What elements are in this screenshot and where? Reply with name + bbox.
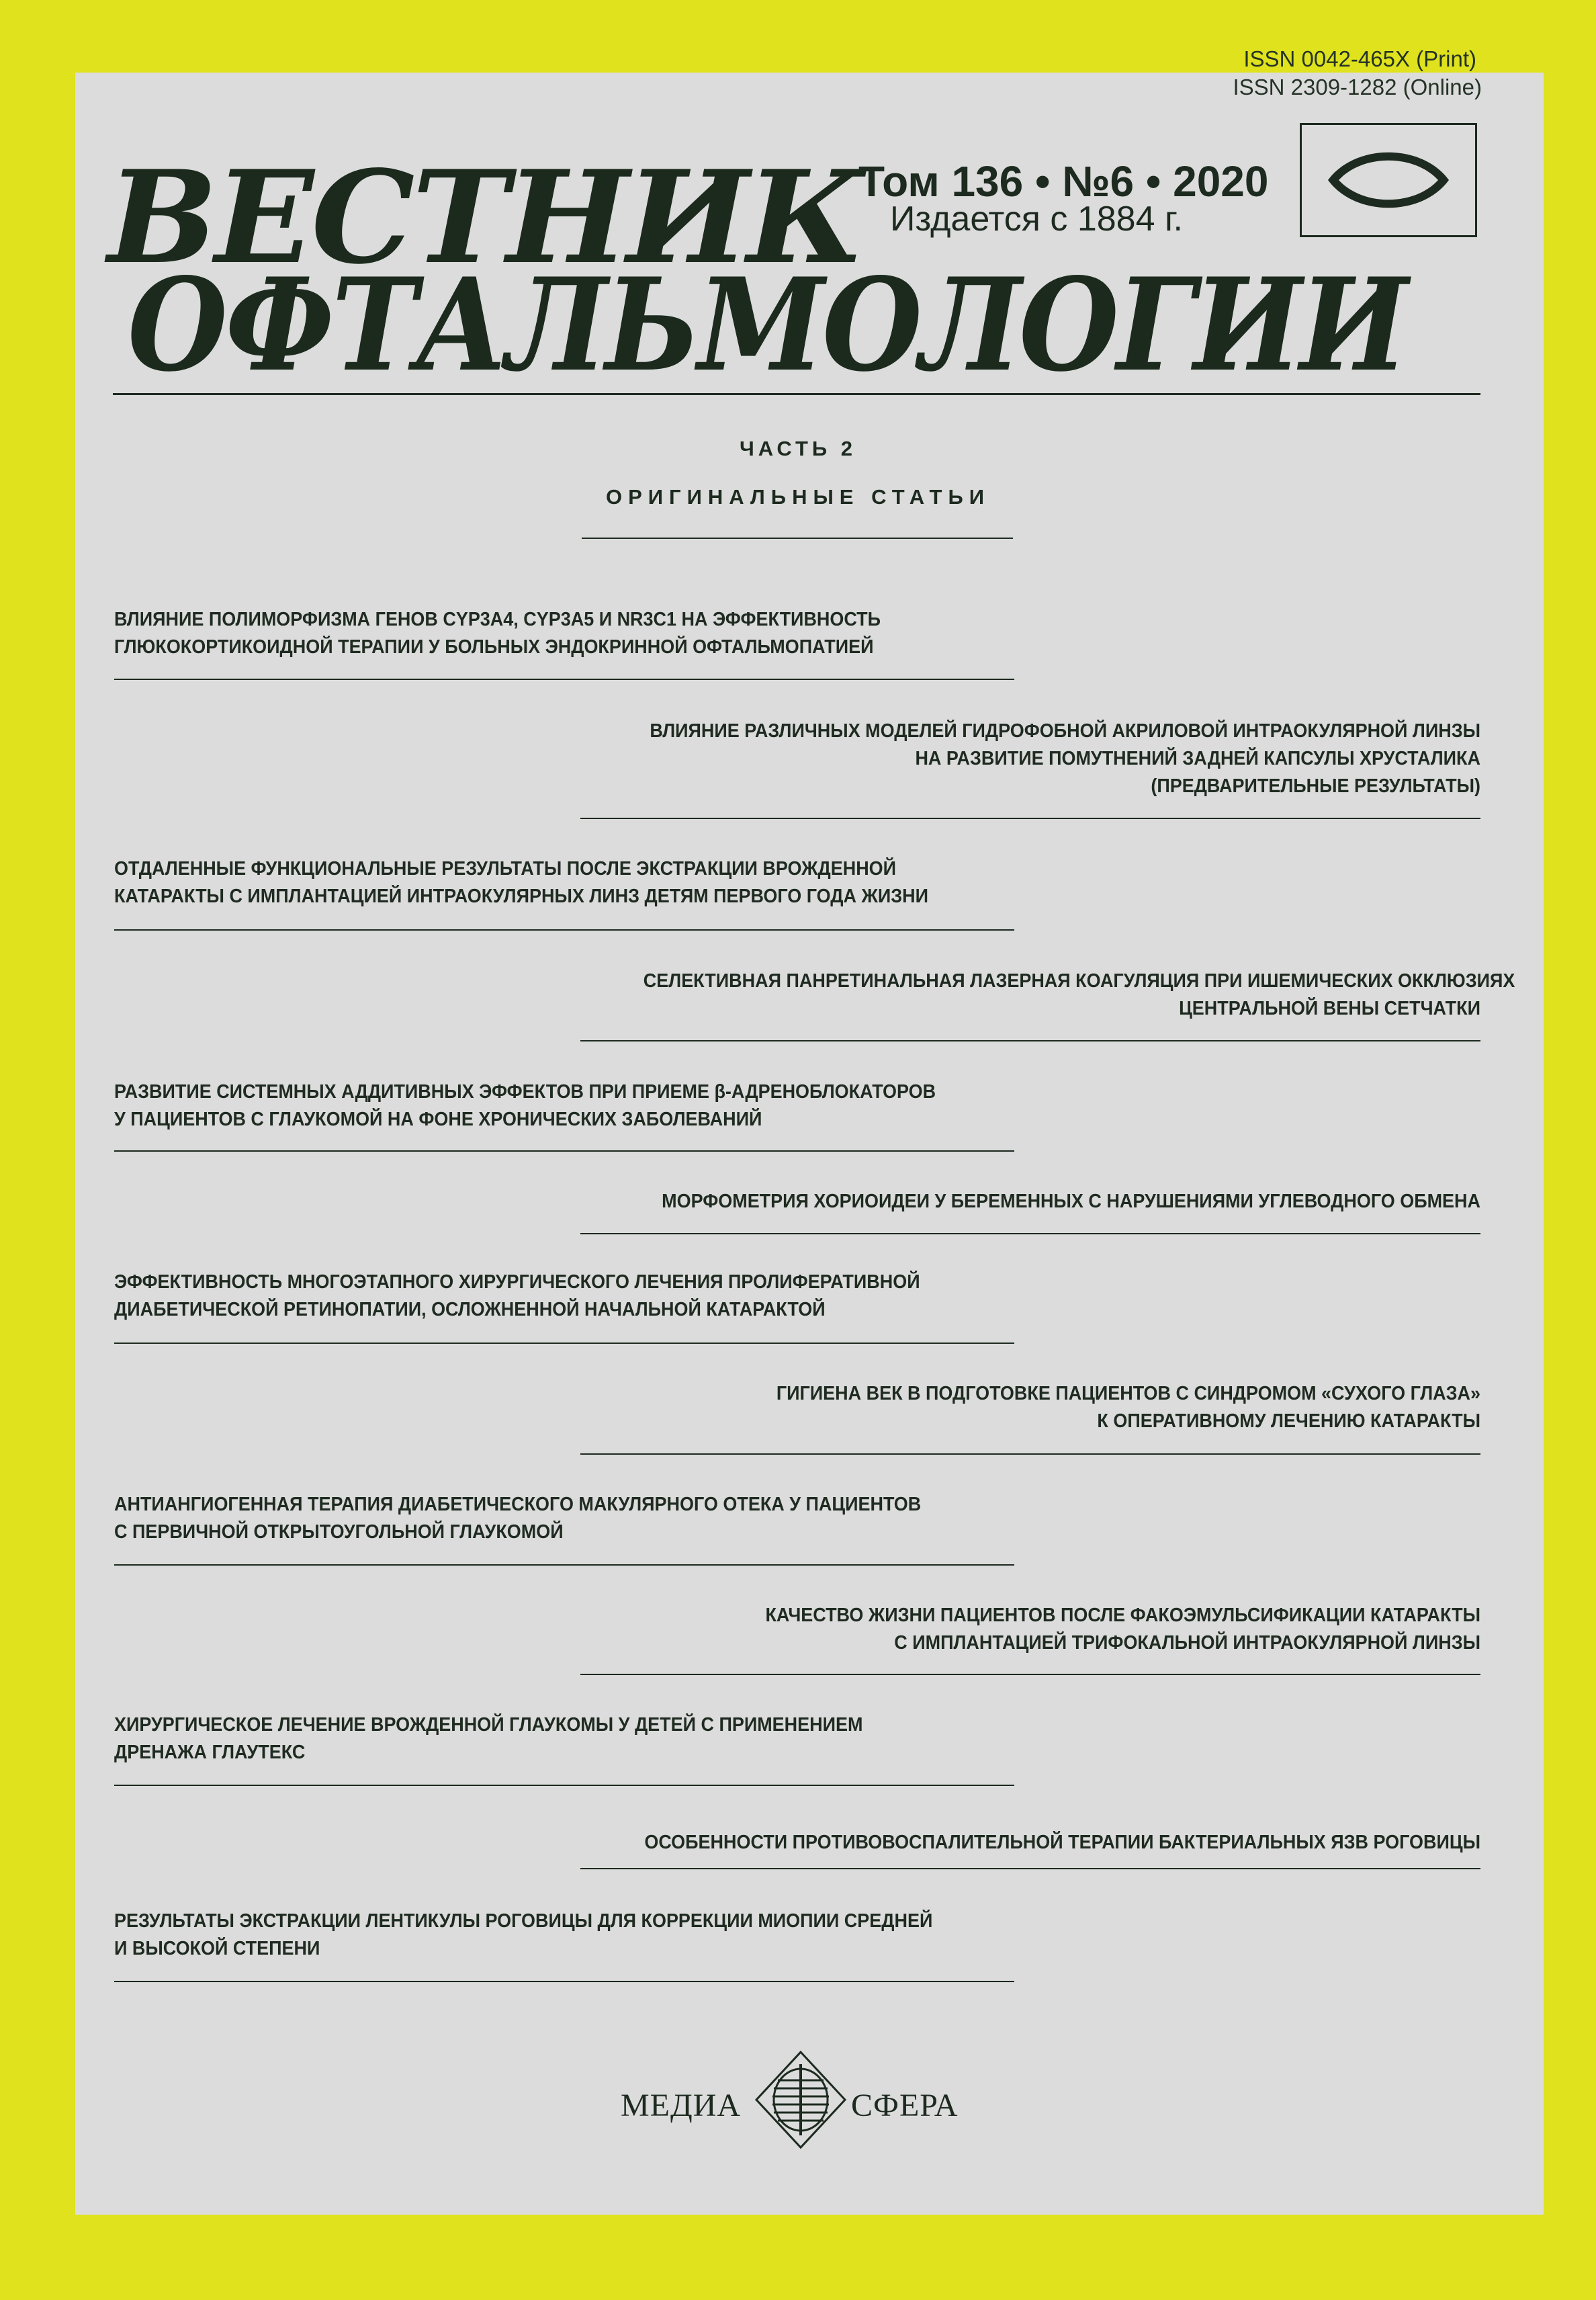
toc-entry [580, 968, 1515, 1023]
article-title-line: НА РАЗВИТИЕ ПОМУТНЕНИЙ ЗАДНЕЙ КАПСУЛЫ ХРУСТАЛИКА [915, 748, 1480, 769]
article-title-line: РАЗВИТИЕ СИСТЕМНЫХ АДДИТИВНЫХ ЭФФЕКТОВ ПРИ ПРИЕМЕ β-АДРЕНОБЛОКАТОРОВ [114, 1081, 936, 1103]
journal-title-line2: ОФТАЛЬМОЛОГИИ [128, 250, 1406, 400]
publisher-logo [613, 2049, 989, 2150]
journal-title-line1: ВЕСТНИК [107, 142, 862, 292]
article-title [644, 1602, 1480, 1657]
article-title-line: КАЧЕСТВО ЖИЗНИ ПАЦИЕНТОВ ПОСЛЕ ФАКОЭМУЛЬСИФИКАЦИИ КАТАРАКТЫ [765, 1605, 1480, 1626]
article-title-line: ВЛИЯНИЕ РАЗЛИЧНЫХ МОДЕЛЕЙ ГИДРОФОБНОЙ АКРИЛОВОЙ ИНТРАОКУЛЯРНОЙ ЛИНЗЫ [650, 720, 1481, 742]
article-title-line: С ПЕРВИЧНОЙ ОТКРЫТОУГОЛЬНОЙ ГЛАУКОМОЙ [114, 1521, 564, 1543]
toc-entry [114, 1711, 1014, 1766]
toc-divider [580, 1233, 1480, 1234]
toc-divider [580, 1674, 1480, 1675]
toc-divider [114, 679, 1014, 680]
article-title-line: К ОПЕРАТИВНОМУ ЛЕЧЕНИЮ КАТАРАКТЫ [1097, 1410, 1480, 1432]
toc-entry [580, 718, 1480, 800]
article-title-line: (ПРЕДВАРИТЕЛЬНЫЕ РЕЗУЛЬТАТЫ) [1151, 775, 1480, 797]
toc-entry [114, 1491, 1014, 1546]
article-title [114, 1269, 951, 1324]
article-title-line: КАТАРАКТЫ С ИМПЛАНТАЦИЕЙ ИНТРАОКУЛЯРНЫХ ЛИНЗ ДЕТЯМ ПЕРВОГО ГОДА ЖИЗНИ [114, 886, 928, 907]
published-since: Издается с 1884 г. [890, 200, 1184, 239]
article-title-line: С ИМПЛАНТАЦИЕЙ ТРИФОКАЛЬНОЙ ИНТРАОКУЛЯРНОЙ ЛИНЗЫ [894, 1632, 1480, 1654]
article-title [114, 1711, 951, 1766]
toc-entry [114, 1908, 1014, 1963]
article-title [644, 1188, 1480, 1216]
article-title [644, 1380, 1480, 1435]
section-heading: ОРИГИНАЛЬНЫЕ СТАТЬИ [605, 485, 991, 509]
toc-entry [114, 1078, 1014, 1134]
toc-divider [114, 1343, 1014, 1344]
part-label: ЧАСТЬ 2 [739, 437, 857, 460]
article-title-line: ОТДАЛЕННЫЕ ФУНКЦИОНАЛЬНЫЕ РЕЗУЛЬТАТЫ ПОСЛЕ ЭКСТРАКЦИИ ВРОЖДЕННОЙ [114, 858, 897, 880]
toc-entry [580, 1188, 1480, 1216]
article-title [644, 1829, 1480, 1857]
issn-online: ISSN 2309-1282 (Online) [1233, 75, 1482, 99]
toc-divider [114, 1564, 1014, 1566]
toc-divider [580, 1453, 1480, 1455]
toc-entry [114, 606, 1014, 661]
article-title [114, 855, 951, 910]
article-title [114, 1491, 951, 1546]
masthead-divider [113, 393, 1480, 395]
article-title [644, 718, 1480, 800]
article-title-line: ДРЕНАЖА ГЛАУТЕКС [114, 1742, 306, 1763]
eye-icon [1300, 123, 1477, 237]
article-title-line: И ВЫСОКОЙ СТЕПЕНИ [114, 1938, 320, 1959]
article-title-line: ВЛИЯНИЕ ПОЛИМОРФИЗМА ГЕНОВ CYP3A4, CYP3A5 И NR3C1 НА ЭФФЕКТИВНОСТЬ [114, 609, 881, 630]
toc-divider [114, 1785, 1014, 1786]
publisher-name-right: СФЕРА [851, 2088, 959, 2123]
article-title-line: ОСОБЕННОСТИ ПРОТИВОВОСПАЛИТЕЛЬНОЙ ТЕРАПИИ БАКТЕРИАЛЬНЫХ ЯЗВ РОГОВИЦЫ [644, 1832, 1481, 1853]
volume-issue: Том 136 • №6 • 2020 [858, 157, 1269, 206]
toc-divider [580, 1040, 1480, 1041]
article-title-line: ГЛЮКОКОРТИКОИДНОЙ ТЕРАПИИ У БОЛЬНЫХ ЭНДОКРИННОЙ ОФТАЛЬМОПАТИЕЙ [114, 636, 874, 658]
article-title [114, 1908, 951, 1963]
toc-divider [114, 1981, 1014, 1982]
article-title [643, 968, 1515, 1023]
toc-divider [114, 929, 1014, 931]
globe-emblem-icon [754, 2049, 848, 2150]
article-title-line: ХИРУРГИЧЕСКОЕ ЛЕЧЕНИЕ ВРОЖДЕННОЙ ГЛАУКОМЫ У ДЕТЕЙ С ПРИМЕНЕНИЕМ [114, 1714, 863, 1736]
toc-entry [114, 855, 1014, 910]
article-title-line: АНТИАНГИОГЕННАЯ ТЕРАПИЯ ДИАБЕТИЧЕСКОГО МАКУЛЯРНОГО ОТЕКА У ПАЦИЕНТОВ [114, 1494, 922, 1515]
article-title-line: ЦЕНТРАЛЬНОЙ ВЕНЫ СЕТЧАТКИ [1179, 998, 1480, 1019]
toc-entry [114, 1269, 1014, 1324]
article-title-line: ДИАБЕТИЧЕСКОЙ РЕТИНОПАТИИ, ОСЛОЖНЕННОЙ НАЧАЛЬНОЙ КАТАРАКТОЙ [114, 1299, 826, 1320]
article-title [114, 1078, 951, 1134]
toc-entry [580, 1829, 1480, 1857]
article-title-line: ГИГИЕНА ВЕК В ПОДГОТОВКЕ ПАЦИЕНТОВ С СИНДРОМОМ «СУХОГО ГЛАЗА» [776, 1383, 1480, 1404]
eye-icon-graphic [1321, 143, 1456, 217]
article-title-line: ЭФФЕКТИВНОСТЬ МНОГОЭТАПНОГО ХИРУРГИЧЕСКОГО ЛЕЧЕНИЯ ПРОЛИФЕРАТИВНОЙ [114, 1271, 920, 1293]
article-title [114, 606, 951, 661]
toc-divider [114, 1150, 1014, 1152]
article-title-line: МОРФОМЕТРИЯ ХОРИОИДЕИ У БЕРЕМЕННЫХ С НАРУШЕНИЯМИ УГЛЕВОДНОГО ОБМЕНА [662, 1191, 1480, 1212]
issn-print: ISSN 0042-465X (Print) [1243, 46, 1476, 71]
section-divider [582, 538, 1013, 539]
article-title-line: У ПАЦИЕНТОВ С ГЛАУКОМОЙ НА ФОНЕ ХРОНИЧЕСКИХ ЗАБОЛЕВАНИЙ [114, 1109, 762, 1130]
toc-entry [580, 1602, 1480, 1657]
toc-divider [580, 818, 1480, 819]
toc-entry [580, 1380, 1480, 1435]
article-title-line: РЕЗУЛЬТАТЫ ЭКСТРАКЦИИ ЛЕНТИКУЛЫ РОГОВИЦЫ ДЛЯ КОРРЕКЦИИ МИОПИИ СРЕДНЕЙ [114, 1910, 933, 1932]
publisher-name-left: МЕДИА [621, 2088, 742, 2123]
article-title-line: СЕЛЕКТИВНАЯ ПАНРЕТИНАЛЬНАЯ ЛАЗЕРНАЯ КОАГУЛЯЦИЯ ПРИ ИШЕМИЧЕСКИХ ОККЛЮЗИЯХ [643, 970, 1515, 992]
toc-divider [580, 1868, 1480, 1869]
